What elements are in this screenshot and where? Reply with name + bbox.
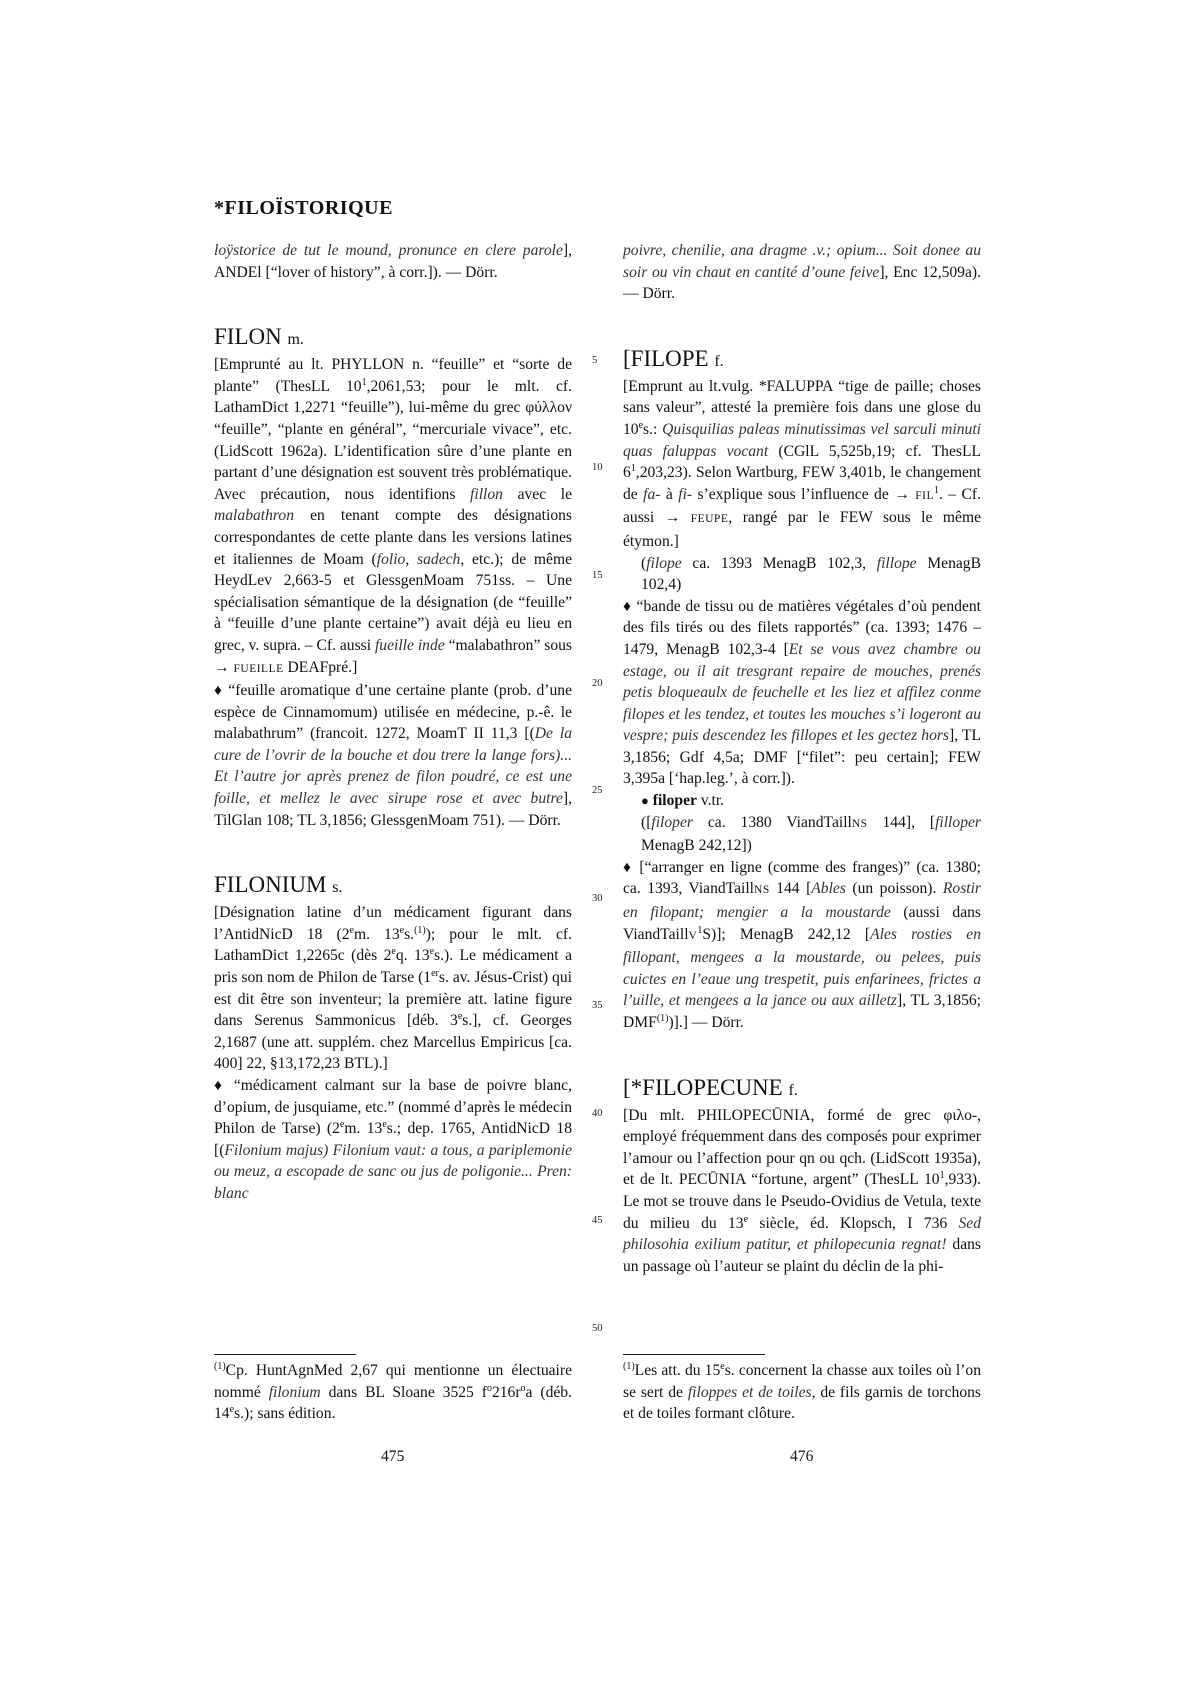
subentry-head-filoper: ● filoper v.tr.	[641, 792, 725, 810]
sense-filon: ♦ “feuille aromatique d’une certaine plante (prob. d’une espèce de Cinnamomum) utilisée en médecine, p.-ê. le malabathrum” (francoit. 1272, MoamT II 11,3 [(De la cure de l’ovrir de la bouche et dou trere la lange fors)... Et l’autre jor après prenez de filon poudré, ce est une foille, et mellez le avec sirupe rose et avec butre], TilGlan 108; TL 3,1856; GlessgenMoam 751). — Dörr.	[214, 682, 572, 829]
sense-filope: ♦ “bande de tissu ou de matières végétales d’où pendent des fils tirés ou des filets rapportés” (ca. 1393; 1476 – 1479, MenagB 102,3-4 [Et se vous avez chambre ou estage, ou il ait tresgrant repaire de mouches, prenés petis bloqueaulx de feuchelle et les liez et affilez conme filopes et les tendez, et toutes les mouches s’i logeront au vespre; puis descendez les fillopes et les gectez hors], TL 3,1856; Gdf 4,5a; DMF [“filet”: peu certain]; FEW 3,395a [‘hap.leg.’, à corr.]).	[623, 597, 981, 788]
footnote-right: $^{(1)}$Les att. du 15es. concernent la chasse aux toiles où l’on se sert de filoppes et de toiles, de fils garnis de torchons et de toiles formant clôture.	[623, 1360, 981, 1423]
sense-filoper: ♦ [“arranger en ligne (comme des franges)” (ca. 1380; ca. 1393, ViandTaillNS 144 [Ables (un poisson). Rostir en filopant; mengier a la moustarde (aussi dans ViandTaillV$^1$S)]; MenagB 242,12 [Ales rosties en fillopant, mengees a la moustarde, ou pelees, puis cuictes en l’eaue ung trespetit, puis enfarinees, frictes a l’uille, et mengees a la jance ou aux ailletz], TL 3,1856; DMF$^{(1)}$)].] — Dörr.	[623, 858, 981, 1031]
entry-head-filope: [FILOPE f.	[623, 345, 724, 371]
line-number: 5	[592, 355, 598, 366]
left-column	[214, 240, 572, 1205]
etymology-filope: [Emprunt au lt.vulg. *FALUPPA “tige de paille; choses sans valeur”, attesté la première fois dans une glose du 10es.: Quisquilias paleas minutissimas vel sarculi minuti quas faluppas vocant (CGlL 5,525b,19; cf. ThesLL $6^1,203,23$). Selon Wartburg, FEW 3,401b, le changement de fa- à fi- s’explique sous l’influence de → $FIL^1$. – Cf. aussi → FEUPE, rangé par le FEW sous le même étymon.]	[623, 377, 982, 550]
footnote-rule-right	[623, 1354, 765, 1355]
etymology-filonium: [Désignation latine d’un médicament figurant dans l’AntidNicD 18 (2em. 13es.$^{(1)}$); pour le mlt. cf. LathamDict 1,2265c (dès 2eq. 13es.). Le médicament a pris son nom de Philon de Tarse (1ers. av. Jésus-Crist) qui est dit être son inventeur; la première att. latine figure dans Serenus Sammonicus [déb. 3es.], cf. Georges 2,1687 (une att. supplém. chez Marcellus Empiricus [ca. 400] 22, §13,172,23 BTL).]	[214, 904, 573, 1073]
forms-filope: (filope ca. 1393 MenagB 102,3, fillope MenagB 102,4)	[641, 554, 981, 594]
page-number-right: 476	[790, 1448, 814, 1465]
entry-head-filonium: FILONIUM s.	[214, 872, 343, 898]
forms-filoper: ([filoper ca. 1380 ViandTaillNS 144], [filloper MenagB 242,12])	[641, 813, 981, 855]
entry-head-filon: FILON m.	[214, 324, 304, 350]
continuation-right: poivre, chenilie, ana dragme .v.; opium... Soit donee au soir ou vin chaut en cantité d’oune feive], Enc 12,509a). — Dörr.	[623, 242, 981, 303]
sense-filonium: ♦ “médicament calmant sur la base de poivre blanc, d’opium, de jusquiame, etc.” (nommé d’après le médecin Philon de Tarse) (2em. 13es.; dep. 1765, AntidNicD 18 [(Filonium majus) Filonium vaut: a tous, a pariplemonie ou meuz, a escopade de sanc ou jus de poligonie... Pren: blanc	[214, 1077, 572, 1202]
footnote-left: $^{(1)}$Cp. HuntAgnMed 2,67 qui mentionne un électuaire nommé filonium dans BL Sloane 3525 $f^o216r^oa$ (déb. 14es.); sans édition.	[214, 1360, 572, 1423]
bullet-icon: ●	[641, 793, 649, 809]
continuation-left: loÿstorice de tut le mound, pronunce en clere parole], ANDEl [“lover of history”, à corr.]). — Dörr.	[214, 242, 572, 281]
line-number: 10	[592, 462, 603, 473]
right-column	[623, 240, 981, 1277]
line-number: 15	[592, 570, 603, 581]
line-number: 35	[592, 1000, 603, 1011]
etymology-filopecune: [Du mlt. PHILOPECŪNIA, formé de grec φιλο-, employé fréquemment dans des composés pour exprimer l’amour ou l’affection pour qn ou qch. (LidScott 1935a), et de lt. PECŪNIA “fortune, argent” (ThesLL $10^1,933$). Le mot se trouve dans le Pseudo-Ovidius de Vetula, texte du milieu du 13e siècle, éd. Klopsch, I 736 Sed philosohia exilium patitur, et philopecunia regnat! dans un passage où l’auteur se plaint du déclin de la phi-	[623, 1106, 981, 1275]
etymology-filon: [Emprunté au lt. PHYLLON n. “feuille” et “sorte de plante” (ThesLL $10^1,2061,53$; pour le mlt. cf. LathamDict 1,2271 “feuille”), lui-même du grec φύλλον “feuille”, “plante en général”, “mercuriale vivace”, etc. (LidScott 1962a). L’identification sûre d’une plante en partant d’une désignation est souvent très problématique. Avec précaution, nous identifions fillon avec le malabathron en tenant compte des désignations correspondantes de cette plante dans les versions latines et italiennes de Moam (folio, sadech, etc.); de même HeydLev 2,663-5 et GlessgenMoam 751ss. – Une spécialisation sémantique de la désignation (de “feuille” à “feuille d’une plante certaine”) avait déjà eu lieu en grec, v. supra. – Cf. aussi fueille inde “malabathron” sous → FUEILLE DEAFpré.]	[214, 356, 573, 676]
line-number: 40	[592, 1108, 603, 1119]
footnote-rule-left	[214, 1354, 356, 1355]
running-head: *FILOÏSTORIQUE	[214, 197, 393, 219]
line-number: 25	[592, 785, 603, 796]
line-number: 20	[592, 678, 603, 689]
line-number: 50	[592, 1323, 603, 1334]
line-number: 45	[592, 1215, 603, 1226]
page-number-left: 475	[381, 1448, 405, 1465]
line-number: 30	[592, 893, 603, 904]
entry-head-filopecune: [*FILOPECUNE f.	[623, 1074, 798, 1100]
footnote-ref: (1)	[414, 924, 426, 936]
